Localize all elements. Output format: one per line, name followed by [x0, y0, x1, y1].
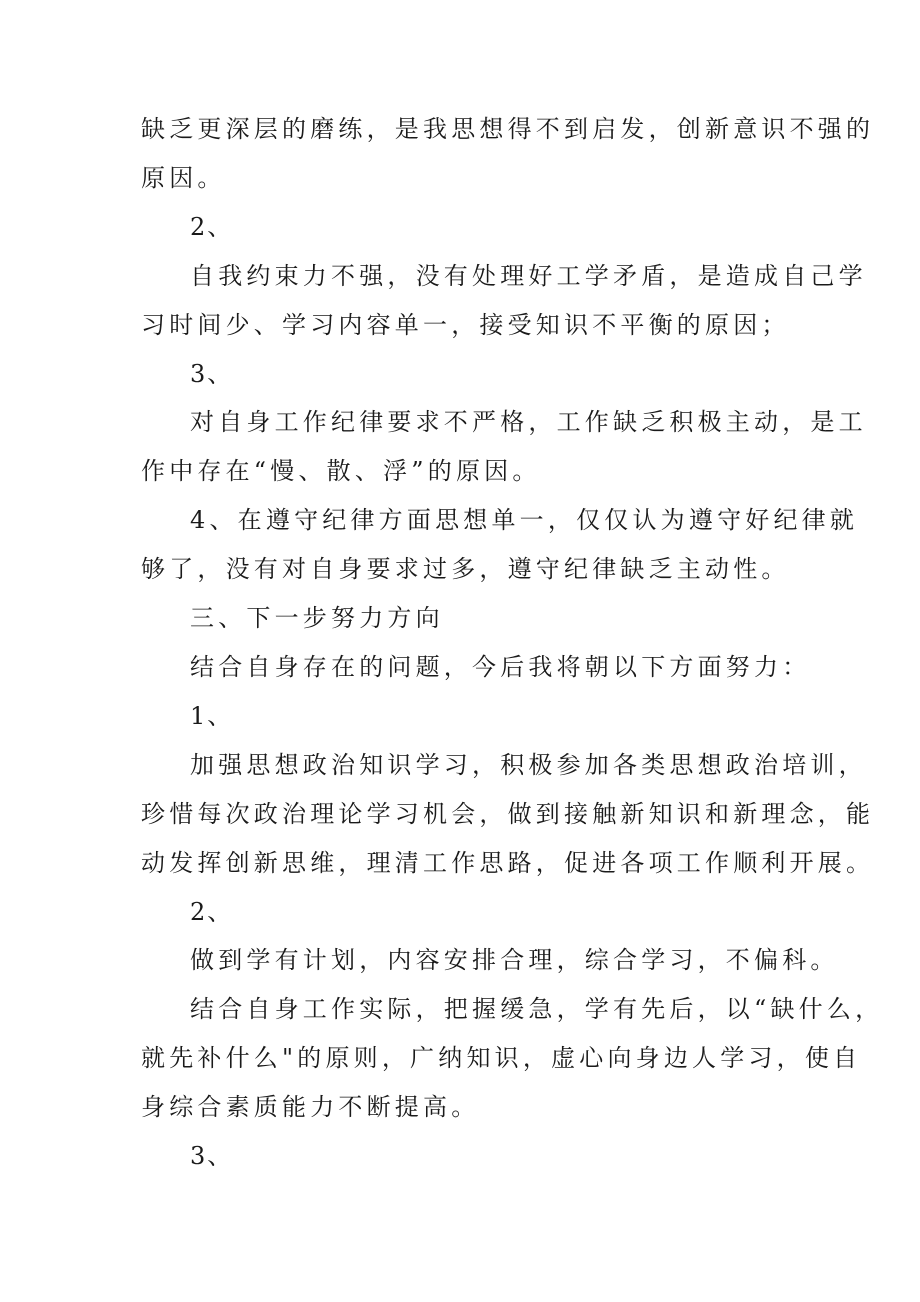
text-line: 加强思想政治知识学习，积极参加各类思想政治培训， [190, 751, 867, 779]
list-number: 3、 [190, 360, 234, 388]
text-line: 够了，没有对自身要求过多，遵守纪律缺乏主动性。 [141, 555, 790, 583]
text-line: 身综合素质能力不断提高。 [141, 1093, 480, 1121]
text-line: 原因。 [141, 164, 226, 192]
text-line: 珍惜每次政治理论学习机会，做到接触新知识和新理念，能 [141, 800, 875, 828]
text-line: 做到学有计划，内容安排合理，综合学习，不偏科。 [190, 946, 839, 974]
list-number: 2、 [190, 898, 234, 926]
text-line: 结合自身存在的问题，今后我将朝以下方面努力： [190, 653, 811, 681]
text-line: 结合自身工作实际，把握缓急，学有先后，以“缺什么， [190, 995, 884, 1023]
text-line: 对自身工作纪律要求不严格，工作缺乏积极主动，是工 [190, 408, 867, 436]
text-line: 就先补什么"的原则，广纳知识，虚心向身边人学习，使自 [141, 1044, 862, 1072]
text-line: 4、在遵守纪律方面思想单一，仅仅认为遵守好纪律就 [190, 506, 859, 534]
section-heading: 三、下一步努力方向 [190, 604, 444, 632]
text-line: 缺乏更深层的磨练，是我思想得不到启发，创新意识不强的 [141, 115, 875, 143]
list-number: 3、 [190, 1142, 234, 1170]
text-line: 动发挥创新思维，理清工作思路，促进各项工作顺利开展。 [141, 849, 875, 877]
text-line: 习时间少、学习内容单一，接受知识不平衡的原因； [141, 311, 790, 339]
list-number: 2、 [190, 213, 234, 241]
list-number: 1、 [190, 702, 234, 730]
text-line: 作中存在“慢、散、浮”的原因。 [141, 457, 541, 485]
text-line: 自我约束力不强，没有处理好工学矛盾，是造成自己学 [190, 262, 867, 290]
